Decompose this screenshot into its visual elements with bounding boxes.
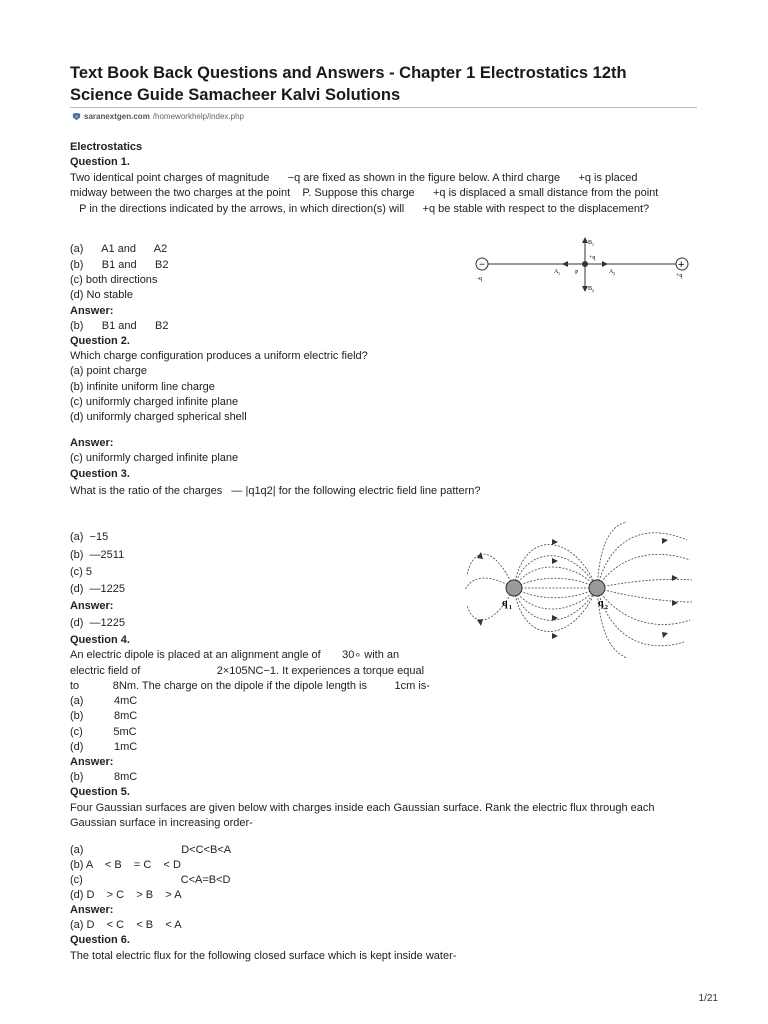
q3-option-a: (a) −15 — [70, 531, 109, 543]
section-heading: Electrostatics — [70, 141, 143, 153]
q3-field-line — [597, 588, 684, 646]
site-logo-icon — [72, 112, 81, 121]
q5-option-d: (d) D > C > B > A — [70, 889, 182, 901]
page-title — [70, 62, 710, 106]
q3-field-line — [597, 579, 692, 588]
source-path: /homeworkhelp/index.php — [152, 112, 244, 121]
q6-text: The total electric flux for the following closed surface which is kept inside water- — [70, 950, 457, 962]
q3-answer: (d) —1225 — [70, 617, 126, 629]
q4-answer-label: Answer: — [70, 756, 114, 768]
q3-q1-sub: 1 — [509, 605, 512, 611]
q4-option-a: (a) 4mC — [70, 695, 138, 707]
q3-field-line — [514, 588, 597, 620]
q3-arrow-head — [552, 633, 558, 639]
q1-charges-figure — [470, 234, 695, 296]
q5-text-line-1: Four Gaussian surfaces are given below with charges inside each Gaussian surface. Rank the electric flux through each — [70, 802, 655, 814]
q1-text-line-2: midway between the two charges at the point P. Suppose this charge +q is displaced a small distance from the point — [70, 187, 659, 199]
q5-answer-label: Answer: — [70, 904, 114, 916]
q3-arrow-head — [662, 538, 668, 544]
source-domain: saranextgen.com — [84, 112, 150, 121]
q5-answer: (a) D < C < B < A — [70, 919, 182, 931]
q4-option-d: (d) 1mC — [70, 741, 138, 753]
q1-a2-label: A — [609, 269, 614, 275]
q1-arrow-a1-head — [562, 261, 568, 267]
q1-heading: Question 1. — [70, 156, 130, 168]
q4-text-line-1: An electric dipole is placed at an alignment angle of 30∘ with an — [70, 649, 400, 661]
q3-field-line — [597, 554, 690, 588]
q2-option-d: (d) uniformly charged spherical shell — [70, 411, 247, 423]
q1-option-c: (c) both directions — [70, 274, 158, 286]
q1-text-line-3: P in the directions indicated by the arrows, in which direction(s) will +q be stable with respect to the displacement? — [70, 203, 650, 215]
q1-right-sign: + — [678, 259, 685, 271]
q3-arrow-head — [552, 539, 558, 545]
q1-point-p — [582, 261, 588, 267]
q3-charge-q1 — [506, 580, 522, 596]
q3-field-line — [597, 588, 690, 625]
q2-answer-label: Answer: — [70, 437, 114, 449]
q3-q2-label: q — [598, 598, 604, 609]
q3-q1-label: q — [502, 598, 508, 609]
q1-b2-label: B — [588, 286, 593, 292]
q3-text: What is the ratio of the charges — |q1q2| for the following electric field line pattern? — [70, 485, 481, 497]
title-divider — [70, 107, 697, 108]
q4-option-b: (b) 8mC — [70, 710, 138, 722]
q3-field-line — [514, 567, 597, 588]
q3-answer-label: Answer: — [70, 600, 114, 612]
q3-field-lines-figure — [462, 520, 694, 660]
q5-option-c: (c) C<A=B<D — [70, 874, 231, 886]
q5-heading: Question 5. — [70, 786, 130, 798]
q3-field-line — [514, 588, 597, 598]
q4-answer: (b) 8mC — [70, 771, 138, 783]
q3-option-c: (c) 5 — [70, 566, 92, 578]
q3-option-b: (b) —2511 — [70, 549, 125, 561]
q3-arrow-head — [672, 575, 678, 581]
q2-option-a: (a) point charge — [70, 365, 148, 377]
q1-option-d: (d) No stable — [70, 289, 133, 301]
q1-answer: (b) B1 and B2 — [70, 320, 169, 332]
q1-p-label: P — [575, 270, 579, 276]
q3-arrow-head — [662, 632, 668, 638]
q2-option-c: (c) uniformly charged infinite plane — [70, 396, 239, 408]
q3-arrow-head — [672, 600, 678, 606]
q1-option-a: (a) A1 and A2 — [70, 243, 168, 255]
q4-text-line-3: to 8Nm. The charge on the dipole if the dipole length is 1cm is- — [70, 680, 430, 692]
q3-field-line — [514, 578, 597, 588]
q1-b2-sub: 2 — [592, 288, 594, 293]
q1-b1-label: B — [588, 240, 593, 246]
q1-left-label: -q — [477, 276, 482, 282]
q3-field-line — [514, 588, 597, 609]
q3-arrow-head — [477, 619, 483, 626]
q3-charge-q2 — [589, 580, 605, 596]
q3-field-line — [467, 554, 514, 588]
q1-answer-label: Answer: — [70, 305, 114, 317]
q2-answer: (c) uniformly charged infinite plane — [70, 452, 239, 464]
q1-left-sign: − — [479, 259, 485, 271]
q2-text: Which charge configuration produces a uniform electric field? — [70, 350, 368, 362]
q1-a1-label: A — [554, 269, 559, 275]
q3-option-d: (d) —1225 — [70, 583, 126, 595]
q1-text-line-1: Two identical point charges of magnitude −q are fixed as shown in the figure below. A third charge +q is placed — [70, 172, 638, 184]
q2-option-b: (b) infinite uniform line charge — [70, 381, 215, 393]
q5-text-line-2: Gaussian surface in increasing order- — [70, 817, 253, 829]
q2-heading: Question 2. — [70, 335, 130, 347]
q1-option-b: (b) B1 and B2 — [70, 259, 169, 271]
title-line-1: Text Book Back Questions and Answers - Chapter 1 Electrostatics 12th — [70, 64, 627, 82]
q3-q2-sub: 2 — [605, 605, 608, 611]
q4-text-line-2: electric field of 2×105NC−1. It experiences a torque equal — [70, 665, 425, 677]
q3-field-line — [597, 588, 692, 602]
source-link[interactable] — [72, 112, 244, 121]
q4-option-c: (c) 5mC — [70, 726, 137, 738]
q1-mid-charge-label: +q — [589, 255, 596, 261]
q1-b1-sub: 1 — [592, 242, 594, 247]
q5-option-b: (b) A < B = C < D — [70, 859, 181, 871]
q6-heading: Question 6. — [70, 934, 130, 946]
q3-heading: Question 3. — [70, 468, 130, 480]
q3-arrow-head — [552, 558, 558, 564]
q1-right-label: +q — [676, 273, 683, 279]
page-number: 1/21 — [698, 993, 718, 1004]
title-line-2: Science Guide Samacheer Kalvi Solutions — [70, 86, 401, 104]
q5-option-a: (a) D<C<B<A — [70, 844, 232, 856]
q1-a1-sub: 1 — [558, 271, 560, 276]
q1-a2-sub: 2 — [613, 271, 615, 276]
q1-arrow-a2-head — [602, 261, 608, 267]
q4-heading: Question 4. — [70, 634, 130, 646]
